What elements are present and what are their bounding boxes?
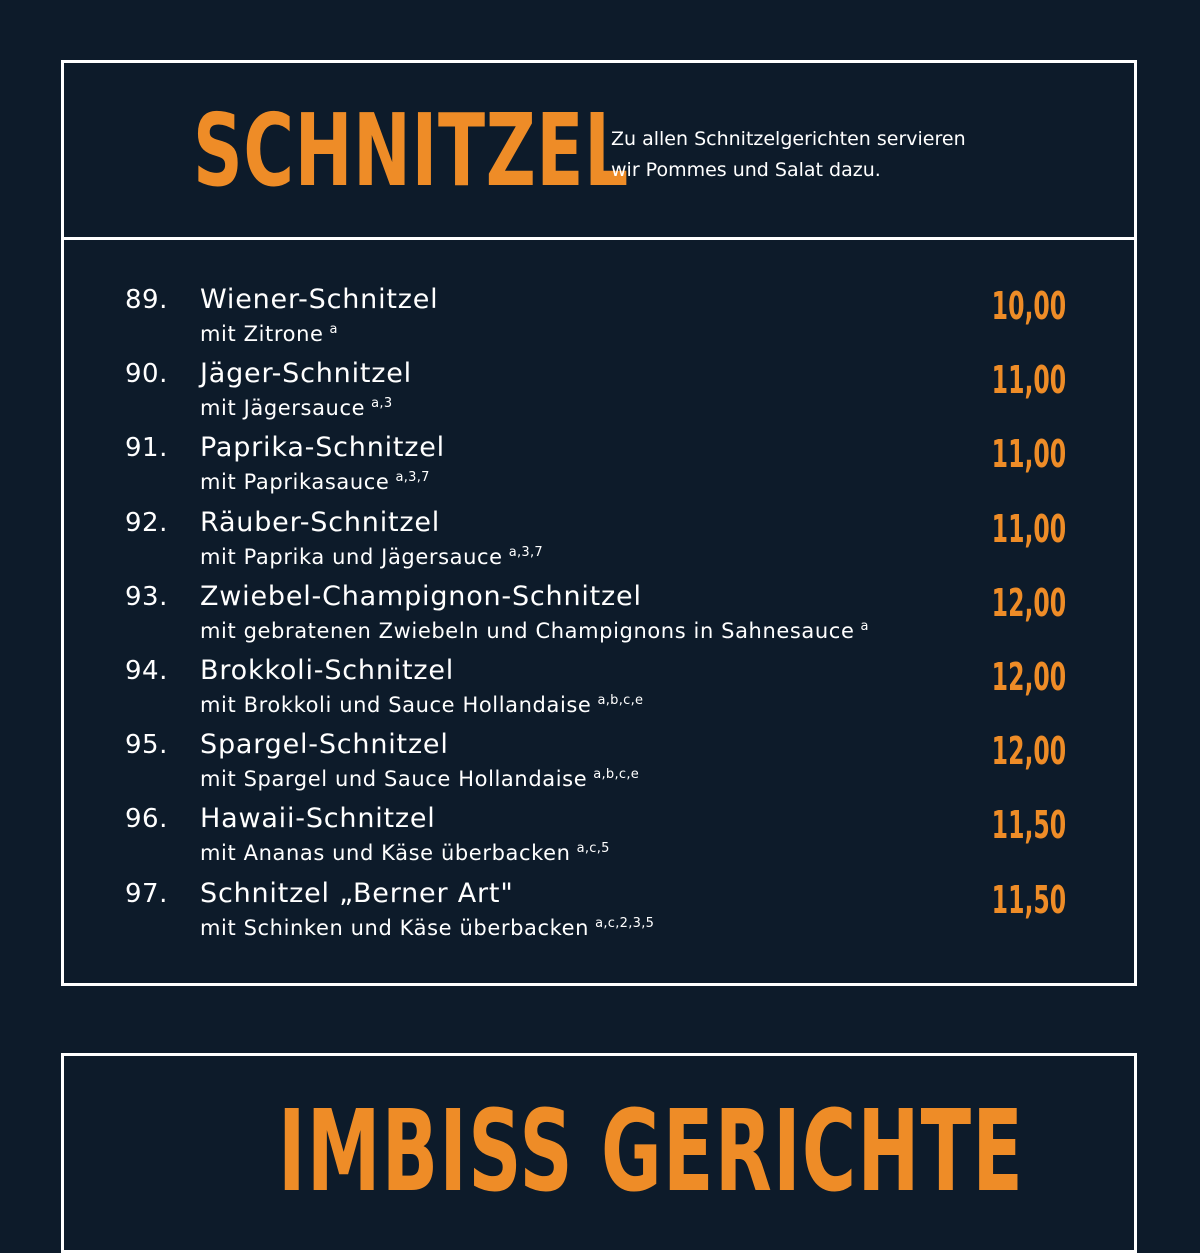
menu-item: [64, 728, 1134, 802]
item-description: mit Paprikasauce: [200, 470, 390, 495]
item-description: mit Ananas und Käse überbacken: [200, 841, 571, 866]
allergen-codes: a,c,2,3,5: [595, 915, 655, 931]
item-price: 11,00: [991, 506, 1066, 551]
item-name: Paprika-Schnitzel: [200, 432, 445, 464]
item-name: Jäger-Schnitzel: [200, 358, 412, 390]
allergen-codes: a,b,c,e: [593, 767, 640, 783]
menu-item: [64, 431, 1134, 505]
imbiss-section: [61, 1053, 1137, 1253]
menu-item: [64, 357, 1134, 431]
item-description: mit Jägersauce: [200, 396, 366, 421]
item-number: 93.: [125, 581, 168, 612]
schnitzel-section: [61, 60, 1137, 986]
item-price: 12,00: [991, 654, 1066, 699]
menu-item-list: [64, 283, 1134, 951]
menu-item: [64, 580, 1134, 654]
serving-note: [611, 124, 966, 186]
item-number: 96.: [125, 804, 168, 835]
item-name: Hawaii-Schnitzel: [200, 803, 436, 835]
item-description-line: [200, 391, 392, 421]
item-price: 12,00: [991, 580, 1066, 625]
item-description: mit Brokkoli und Sauce Hollandaise: [200, 692, 592, 717]
item-description-line: [200, 317, 338, 347]
allergen-codes: a: [860, 618, 869, 634]
item-name: Wiener-Schnitzel: [200, 284, 439, 315]
menu-item: [64, 802, 1134, 876]
item-description: mit Zitrone: [200, 322, 324, 346]
item-name: Brokkoli-Schnitzel: [200, 654, 455, 686]
item-number: 94.: [125, 655, 168, 686]
allergen-codes: a,c,5: [576, 841, 610, 857]
item-number: 91.: [125, 433, 168, 464]
menu-item: [64, 654, 1134, 728]
item-description-line: [200, 836, 610, 866]
menu-item: [64, 877, 1134, 951]
allergen-codes: a,b,c,e: [597, 692, 644, 708]
allergen-codes: a,3: [371, 396, 393, 412]
item-name: Schnitzel „Berner Art": [200, 877, 514, 909]
item-description-line: [200, 911, 654, 941]
item-number: 92.: [125, 507, 168, 538]
item-description: mit Schinken und Käse überbacken: [200, 915, 590, 940]
schnitzel-header: [64, 63, 1134, 240]
item-description-line: [200, 688, 643, 718]
item-name: Räuber-Schnitzel: [200, 506, 441, 538]
item-description-line: [200, 540, 543, 570]
allergen-codes: a,3,7: [395, 470, 430, 486]
item-description: mit gebratenen Zwiebeln und Champignons in Sahnesauce: [200, 618, 855, 643]
menu-item: [64, 506, 1134, 580]
serving-note-line: Zu allen Schnitzelgerichten servieren: [611, 128, 966, 150]
item-description-line: [200, 762, 639, 792]
item-name: Spargel-Schnitzel: [200, 729, 449, 761]
serving-note-line: wir Pommes und Salat dazu.: [611, 159, 881, 181]
item-price: 11,00: [991, 358, 1066, 403]
section-title: SCHNITZEL: [193, 92, 629, 209]
item-price: 11,50: [991, 803, 1066, 848]
item-price: 11,50: [991, 877, 1066, 922]
item-description: mit Spargel und Sauce Hollandaise: [200, 767, 588, 792]
item-number: 89.: [125, 285, 168, 315]
item-price: 12,00: [991, 729, 1066, 774]
item-price: 11,00: [991, 432, 1066, 477]
allergen-codes: a,3,7: [508, 544, 543, 560]
item-number: 90.: [125, 359, 168, 390]
item-description: mit Paprika und Jägersauce: [200, 544, 503, 569]
allergen-codes: a: [329, 322, 338, 337]
item-number: 97.: [125, 878, 168, 909]
section-title: IMBISS GERICHTE: [278, 1087, 1025, 1217]
item-number: 95.: [125, 730, 168, 761]
item-price: 10,00: [991, 284, 1066, 328]
item-description-line: [200, 614, 869, 644]
item-description-line: [200, 465, 430, 495]
item-name: Zwiebel-Champignon-Schnitzel: [200, 580, 642, 612]
menu-item: [64, 283, 1134, 357]
